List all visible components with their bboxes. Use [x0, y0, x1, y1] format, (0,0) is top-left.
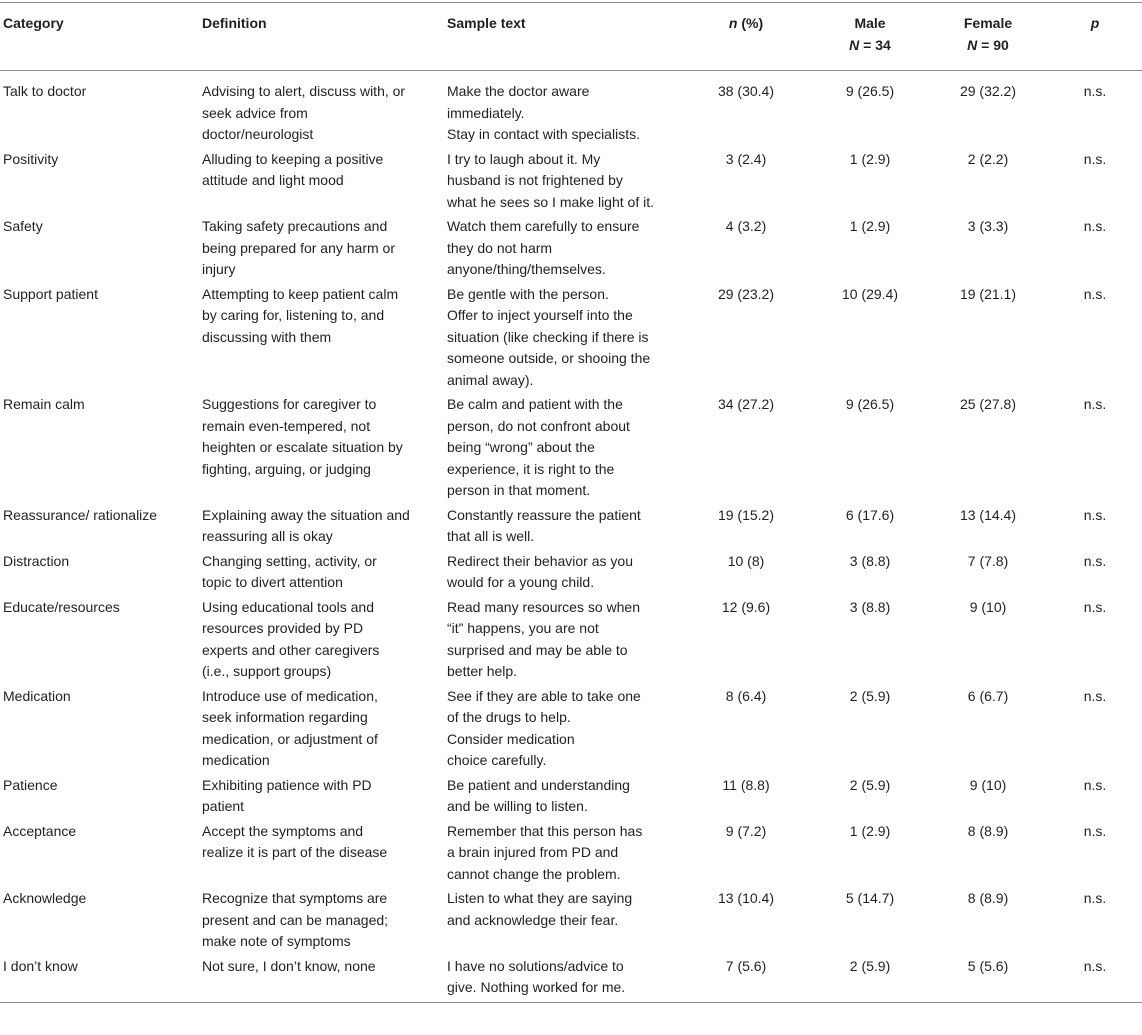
cell-sample-text [447, 888, 680, 931]
header-male-n-symbol: N [849, 36, 860, 53]
cell-male: 3 (8.8) [849, 598, 891, 615]
cell-sample-text-line: Constantly reassure the patient [447, 506, 641, 523]
cell-sample-text-line: Read many resources so when [447, 598, 640, 615]
cell-definition-line: Advising to alert, discuss with, or [202, 83, 406, 99]
cell-category-line: Safety [3, 218, 43, 234]
cell-sample-text-line: Stay in contact with specialists. [447, 126, 640, 142]
cell-definition [202, 821, 447, 864]
cell-n-percent: 3 (2.4) [725, 150, 767, 167]
cell-definition-line: Attempting to keep patient calm [202, 285, 399, 302]
cell-definition-line: remain even-tempered, not [202, 417, 371, 434]
cell-sample-text-line: experience, it is right to the [447, 460, 615, 477]
cell-female: 25 (27.8) [959, 396, 1017, 412]
cell-definition-line: experts and other caregivers [202, 641, 380, 658]
cell-p-value: n.s. [1083, 83, 1107, 99]
cell-definition-line: reassuring all is okay [202, 528, 333, 544]
cell-female: 29 (32.2) [959, 83, 1017, 99]
cell-p-value: n.s. [1083, 285, 1107, 302]
table-body [0, 71, 1142, 1002]
cell-sample-text-line: give. Nothing worked for me. [447, 979, 626, 995]
header-category: Category [3, 15, 64, 31]
cell-sample-text [447, 956, 680, 999]
table-row [0, 149, 1142, 217]
cell-p-value: n.s. [1083, 552, 1107, 569]
cell-sample-text [447, 284, 680, 392]
cell-definition-line: attitude and light mood [202, 172, 344, 188]
cell-female: 8 (8.9) [967, 822, 1009, 839]
cell-definition-line: make note of symptoms [202, 933, 351, 949]
cell-sample-text-line: surprised and may be able to [447, 641, 628, 658]
cell-sample-text-line: Redirect their behavior as you [447, 552, 633, 569]
cell-sample-text-line: anyone/thing/themselves. [447, 261, 606, 277]
cell-sample-text-line: better help. [447, 663, 518, 679]
cell-definition [202, 888, 447, 953]
header-female-n-value: = 90 [977, 36, 1009, 53]
cell-sample-text-line: being “wrong” about the [447, 439, 595, 455]
header-male-n-value: = 34 [859, 36, 891, 53]
cell-sample-text [447, 149, 680, 214]
cell-male: 1 (2.9) [849, 218, 891, 234]
cell-sample-text [447, 394, 680, 502]
cell-p-value: n.s. [1083, 687, 1107, 704]
cell-definition-line: Taking safety precautions and [202, 218, 388, 234]
cell-sample-text-line: situation (like checking if there is [447, 328, 649, 345]
cell-definition-line: injury [202, 261, 236, 277]
cell-sample-text-line: Be patient and understanding [447, 776, 630, 793]
cell-definition-line: Alluding to keeping a positive [202, 150, 384, 167]
table-row [0, 597, 1142, 686]
cell-female: 3 (3.3) [967, 218, 1009, 234]
cell-definition-line: Suggestions for caregiver to [202, 396, 377, 412]
cell-category-line: Reassurance/ rationalize [3, 506, 158, 523]
header-female-n-symbol: N [967, 36, 978, 53]
cell-n-percent: 10 (8) [727, 552, 765, 569]
cell-sample-text [447, 505, 680, 548]
header-n-symbol: n [728, 15, 738, 31]
cell-category-line: Medication [3, 687, 71, 704]
cell-p-value: n.s. [1083, 890, 1107, 906]
cell-sample-text-line: animal away). [447, 371, 534, 388]
cell-category-line: I don’t know [3, 957, 78, 974]
cell-category-line: Acknowledge [3, 890, 87, 906]
cell-definition-line: realize it is part of the disease [202, 844, 388, 860]
cell-definition [202, 686, 447, 772]
cell-definition-line: discussing with them [202, 328, 332, 345]
cell-definition-line: being prepared for any harm or [202, 239, 395, 256]
table-header-row [0, 3, 1142, 70]
cell-sample-text-line: Offer to inject yourself into the [447, 307, 633, 323]
cell-definition-line: patient [202, 798, 245, 814]
cell-sample-text [447, 821, 680, 886]
cell-female: 19 (21.1) [959, 285, 1017, 302]
header-p-value: p [1090, 15, 1100, 31]
cell-definition [202, 597, 447, 683]
cell-n-percent: 19 (15.2) [717, 506, 775, 523]
cell-p-value: n.s. [1083, 396, 1107, 412]
header-male-label: Male [854, 15, 886, 31]
header-female [928, 13, 1048, 56]
cell-female: 9 (10) [969, 776, 1007, 793]
table-row [0, 394, 1142, 505]
cell-n-percent: 7 (5.6) [725, 957, 767, 974]
cell-definition-line: medication, or adjustment of [202, 730, 378, 747]
cell-definition-line: topic to divert attention [202, 574, 343, 590]
cell-sample-text-line: Consider medication [447, 730, 575, 747]
cell-definition-line: fighting, arguing, or judging [202, 460, 371, 477]
cell-n-percent: 29 (23.2) [717, 285, 775, 302]
cell-sample-text [447, 686, 680, 772]
cell-sample-text-line: immediately. [447, 104, 525, 121]
header-percent-label: (%) [737, 15, 764, 31]
cell-female: 5 (5.6) [967, 957, 1009, 974]
header-definition: Definition [202, 15, 267, 31]
table-row [0, 216, 1142, 284]
cell-n-percent: 38 (30.4) [717, 83, 775, 99]
cell-n-percent: 4 (3.2) [725, 218, 767, 234]
cell-definition-line: medication [202, 752, 270, 768]
cell-category [0, 551, 202, 573]
cell-category [0, 686, 202, 708]
cell-definition-line: (i.e., support groups) [202, 663, 332, 679]
cell-definition [202, 956, 447, 978]
cell-female: 7 (7.8) [967, 552, 1009, 569]
cell-definition-line: Recognize that symptoms are [202, 890, 388, 906]
table-row [0, 821, 1142, 889]
cell-male: 9 (26.5) [845, 83, 895, 99]
cell-sample-text-line: would for a young child. [447, 574, 595, 590]
cell-category [0, 284, 202, 306]
cell-sample-text-line: a brain injured from PD and [447, 844, 619, 860]
cell-sample-text-line: that all is well. [447, 528, 535, 544]
cell-n-percent: 12 (9.6) [721, 598, 771, 615]
cell-definition [202, 81, 447, 146]
cell-category [0, 216, 202, 238]
cell-sample-text-line: Make the doctor aware [447, 83, 590, 99]
cell-category-line: Remain calm [3, 396, 85, 412]
cell-sample-text-line: person, do not confront about [447, 417, 630, 434]
cell-male: 3 (8.8) [849, 552, 891, 569]
cell-category [0, 888, 202, 910]
header-sample-text: Sample text [447, 15, 526, 31]
cell-male: 9 (26.5) [845, 396, 895, 412]
cell-sample-text-line: and acknowledge their fear. [447, 911, 619, 928]
cell-sample-text [447, 81, 680, 146]
cell-n-percent: 11 (8.8) [722, 776, 770, 793]
cell-category [0, 821, 202, 843]
cell-sample-text-line: person in that moment. [447, 482, 591, 498]
cell-p-value: n.s. [1083, 218, 1107, 234]
cell-definition-line: resources provided by PD [202, 620, 364, 636]
cell-n-percent: 13 (10.4) [717, 890, 775, 906]
header-male-count [812, 35, 928, 57]
cell-male: 1 (2.9) [849, 150, 891, 167]
cell-definition [202, 284, 447, 349]
cell-definition-line: Exhibiting patience with PD [202, 776, 372, 793]
cell-definition-line: heighten or escalate situation by [202, 439, 403, 455]
cell-p-value: n.s. [1083, 957, 1107, 974]
cell-sample-text-line: and be willing to listen. [447, 798, 588, 814]
cell-n-percent: 34 (27.2) [717, 396, 775, 412]
cell-male: 6 (17.6) [845, 506, 895, 523]
cell-definition-line: present and can be managed; [202, 911, 389, 928]
cell-sample-text-line: Watch them carefully to ensure [447, 218, 640, 234]
cell-male: 2 (5.9) [849, 687, 891, 704]
cell-definition [202, 775, 447, 818]
cell-definition-line: seek information regarding [202, 709, 368, 725]
cell-n-percent: 8 (6.4) [725, 687, 767, 704]
cell-category [0, 505, 202, 527]
cell-definition-line: Not sure, I don’t know, none [202, 957, 376, 974]
cell-sample-text [447, 551, 680, 594]
cell-male: 2 (5.9) [849, 957, 891, 974]
table-row [0, 284, 1142, 395]
cell-category-line: Distraction [3, 552, 70, 569]
cell-p-value: n.s. [1083, 776, 1107, 793]
cell-definition-line: by caring for, listening to, and [202, 307, 385, 323]
cell-sample-text [447, 216, 680, 281]
cell-sample-text-line: choice carefully. [447, 752, 547, 768]
table-bottom-rule [0, 1002, 1142, 1003]
header-male [812, 13, 928, 56]
cell-definition [202, 505, 447, 548]
cell-sample-text-line: I have no solutions/advice to [447, 957, 624, 974]
cell-sample-text-line: of the drugs to help. [447, 709, 571, 725]
cell-sample-text-line: husband is not frightened by [447, 172, 623, 188]
cell-p-value: n.s. [1083, 506, 1107, 523]
header-female-label: Female [963, 15, 1013, 31]
table-row [0, 888, 1142, 956]
table-row [0, 686, 1142, 775]
cell-sample-text-line: Be gentle with the person. [447, 285, 609, 302]
table-row [0, 505, 1142, 551]
cell-female: 13 (14.4) [959, 506, 1017, 523]
cell-p-value: n.s. [1083, 598, 1107, 615]
cell-p-value: n.s. [1083, 822, 1107, 839]
cell-female: 8 (8.9) [967, 890, 1009, 906]
cell-sample-text-line: Remember that this person has [447, 822, 643, 839]
cell-definition [202, 149, 447, 192]
cell-sample-text-line: cannot change the problem. [447, 865, 621, 882]
cell-category-line: Positivity [3, 150, 59, 167]
cell-male: 2 (5.9) [849, 776, 891, 793]
cell-definition [202, 216, 447, 281]
cell-definition-line: Using educational tools and [202, 598, 375, 615]
cell-sample-text-line: someone outside, or shooing the [447, 350, 651, 366]
cell-sample-text-line: I try to laugh about it. My [447, 150, 601, 167]
cell-definition-line: Accept the symptoms and [202, 822, 364, 839]
cell-category-line: Support patient [3, 285, 98, 302]
cell-category-line: Educate/resources [3, 598, 120, 615]
cell-definition-line: Explaining away the situation and [202, 506, 410, 523]
cell-category-line: Acceptance [3, 822, 77, 839]
cell-sample-text-line: Listen to what they are saying [447, 890, 633, 906]
cell-female: 6 (6.7) [967, 687, 1009, 704]
cell-category [0, 394, 202, 416]
table-row [0, 956, 1142, 1002]
cell-category [0, 597, 202, 619]
table-row [0, 775, 1142, 821]
cell-p-value: n.s. [1083, 150, 1107, 167]
cell-definition-line: Changing setting, activity, or [202, 552, 377, 569]
table-row [0, 551, 1142, 597]
cell-category [0, 775, 202, 797]
cell-category [0, 956, 202, 978]
cell-female: 2 (2.2) [967, 150, 1009, 167]
cell-category-line: Patience [3, 776, 58, 793]
cell-sample-text-line: “it” happens, you are not [447, 620, 599, 636]
cell-definition-line: Introduce use of medication, [202, 687, 378, 704]
cell-male: 1 (2.9) [849, 822, 891, 839]
cell-definition [202, 551, 447, 594]
cell-definition-line: doctor/neurologist [202, 126, 314, 142]
cell-definition [202, 394, 447, 480]
cell-category [0, 81, 202, 103]
cell-definition-line: seek advice from [202, 104, 308, 121]
cell-category-line: Talk to doctor [3, 83, 87, 99]
cell-male: 5 (14.7) [845, 890, 895, 906]
cell-sample-text-line: they do not harm [447, 239, 553, 256]
cell-female: 9 (10) [969, 598, 1007, 615]
cell-sample-text [447, 775, 680, 818]
cell-sample-text-line: what he sees so I make light of it. [447, 193, 654, 210]
cell-sample-text-line: Be calm and patient with the [447, 396, 623, 412]
cell-sample-text-line: See if they are able to take one [447, 687, 641, 704]
header-n-percent [680, 13, 812, 35]
cell-category [0, 149, 202, 171]
cell-male: 10 (29.4) [841, 285, 899, 302]
cell-n-percent: 9 (7.2) [725, 822, 767, 839]
cell-sample-text [447, 597, 680, 683]
table-row [0, 81, 1142, 149]
header-female-count [928, 35, 1048, 57]
